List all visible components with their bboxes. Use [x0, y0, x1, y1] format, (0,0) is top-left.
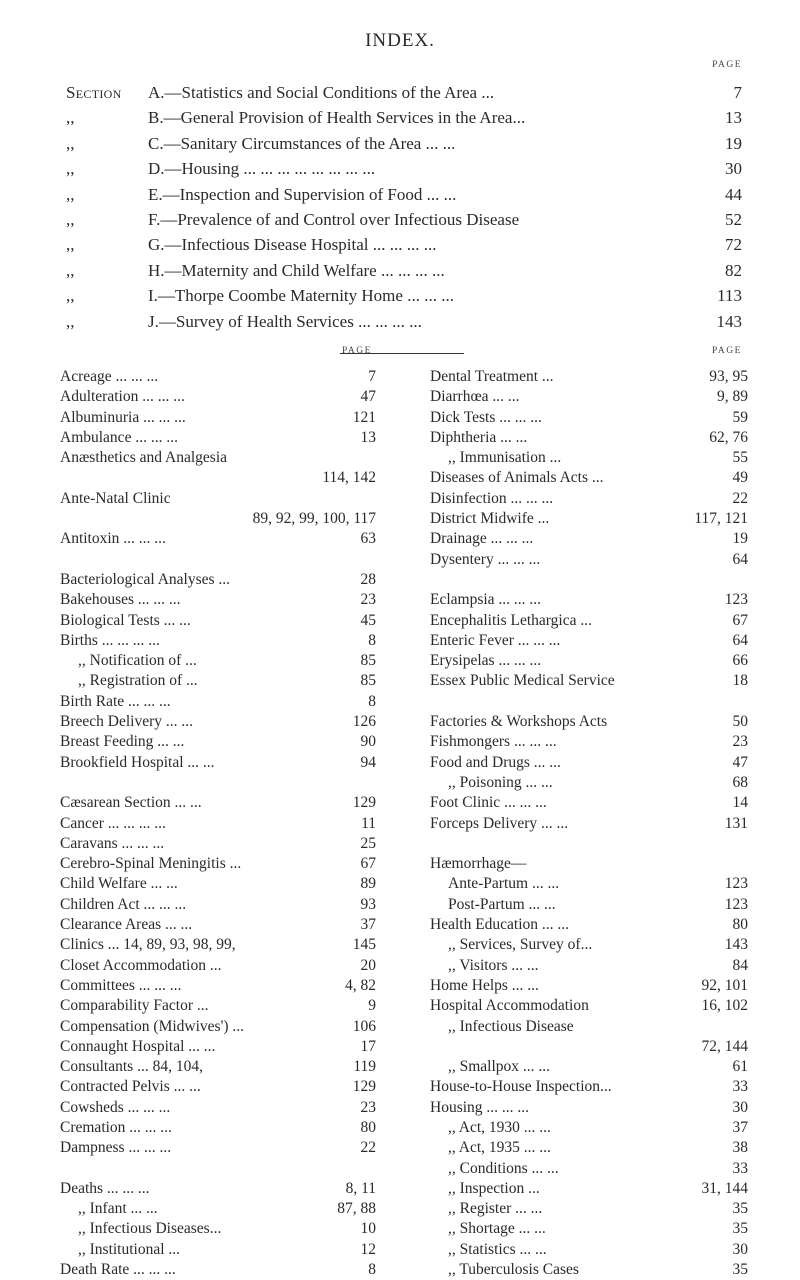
section-title: C.—Sanitary Circumstances of the Area ... ...: [148, 133, 456, 153]
index-entry: [60, 1037, 376, 1057]
section-prefix: ,,: [66, 260, 75, 280]
index-entry: [60, 671, 376, 691]
index-entry: [430, 753, 748, 773]
index-entry: [430, 489, 748, 509]
section-prefix: ,,: [66, 286, 75, 306]
index-term: Dick Tests ... ... ...: [430, 408, 542, 426]
index-entry: [60, 1118, 376, 1138]
index-term: Anæsthetics and Analgesia: [60, 449, 228, 467]
index-term: Birth Rate ... ... ...: [60, 692, 171, 710]
index-entry: [60, 1138, 376, 1158]
index-entry: [430, 671, 748, 691]
index-entry: [60, 550, 376, 570]
index-page-number: 121: [352, 408, 376, 426]
index-entry: [430, 915, 748, 935]
index-entry: [430, 874, 748, 894]
index-term: Home Helps ... ...: [430, 976, 539, 994]
index-term: Hospital Accommodation: [430, 997, 589, 1015]
section-prefix: ,,: [66, 184, 75, 204]
index-entry: [430, 996, 748, 1016]
index-entry: [60, 895, 376, 915]
index-page-number: 45: [360, 611, 376, 629]
index-term: Disinfection ... ... ...: [430, 489, 554, 507]
index-entry: [60, 1077, 376, 1097]
index-term: Deaths ... ... ...: [60, 1179, 150, 1197]
section-title: B.—General Provision of Health Services in the Area...: [148, 108, 526, 128]
index-entry: [60, 1219, 376, 1239]
index-entry: [430, 1260, 748, 1280]
index-term: Clearance Areas ... ...: [60, 916, 193, 934]
index-entry: [430, 935, 748, 955]
index-term: ,, Act, 1935 ... ...: [448, 1139, 551, 1157]
index-entry: [430, 367, 748, 387]
index-term: Enteric Fever ... ... ...: [430, 631, 561, 649]
index-term: ,, Inspection ...: [448, 1179, 540, 1197]
section-page-number: 13: [725, 108, 742, 128]
section-prefix: Section: [66, 83, 122, 102]
index-page-number: 19: [732, 530, 748, 548]
index-page-number: 49: [732, 469, 748, 487]
index-entry: [430, 550, 748, 570]
index-page-number: 38: [732, 1139, 748, 1157]
index-entry: [60, 753, 376, 773]
section-prefix: ,,: [66, 209, 75, 229]
index-entry: [430, 1179, 748, 1199]
index-page-number: 23: [360, 1098, 376, 1116]
index-page-number: 17: [360, 1037, 376, 1055]
section-entry: [66, 207, 742, 232]
index-entry: [60, 408, 376, 428]
section-prefix: ,,: [66, 108, 75, 128]
index-entry: [430, 387, 748, 407]
section-title: D.—Housing ... ... ... ... ... ... ... ...: [148, 159, 376, 179]
index-entry: [60, 712, 376, 732]
index-term: Ante-Natal Clinic: [60, 489, 171, 507]
section-page-header: PAGE: [712, 60, 742, 70]
left-page-header: PAGE: [342, 346, 372, 356]
section-title: A.—Statistics and Social Conditions of the Area ...: [148, 83, 495, 102]
index-page-number: 10: [360, 1220, 376, 1238]
index-term: Ambulance ... ... ...: [60, 428, 178, 446]
index-page-number: 63: [360, 530, 376, 548]
index-page-number: 72, 144: [701, 1037, 748, 1055]
section-entry: [66, 131, 742, 156]
index-term: Dampness ... ... ...: [60, 1139, 172, 1157]
section-page-number: 143: [716, 311, 742, 331]
index-entry: [60, 1240, 376, 1260]
section-prefix: ,,: [66, 133, 75, 153]
section-page-number: 19: [725, 133, 742, 153]
index-page-number: 93: [360, 895, 376, 913]
index-entry: [60, 489, 376, 509]
index-entry: [430, 509, 748, 529]
index-entry: [430, 976, 748, 996]
index-column-left: [60, 367, 376, 1280]
index-term: Breech Delivery ... ...: [60, 713, 193, 731]
index-page-number: 66: [732, 652, 748, 670]
index-term: Post-Partum ... ...: [448, 895, 556, 913]
index-page-number: 22: [360, 1139, 376, 1157]
index-entry: [430, 1240, 748, 1260]
index-page-number: 11: [361, 814, 376, 832]
index-page-number: 131: [724, 814, 748, 832]
index-page-number: 87, 88: [337, 1200, 376, 1218]
index-column-right: [430, 367, 748, 1280]
index-entry: [430, 1219, 748, 1239]
index-term: Housing ... ... ...: [430, 1098, 530, 1116]
index-term: ,, Register ... ...: [448, 1200, 543, 1218]
section-entry: [66, 283, 742, 308]
index-page-number: 92, 101: [701, 976, 748, 994]
index-entry: [60, 1199, 376, 1219]
index-entry: [430, 529, 748, 549]
index-term: Cæsarean Section ... ...: [60, 794, 202, 812]
index-term: Adulteration ... ... ...: [60, 388, 185, 406]
index-entry: [430, 1138, 748, 1158]
index-page-number: 18: [732, 672, 748, 690]
index-page-number: 37: [732, 1118, 748, 1136]
section-title: F.—Prevalence of and Control over Infectious Disease: [148, 209, 520, 229]
index-entry: [60, 732, 376, 752]
index-term: Connaught Hospital ... ...: [60, 1037, 216, 1055]
index-page-number: 50: [732, 713, 748, 731]
index-entry: [60, 1179, 376, 1199]
index-page-number: 94: [360, 753, 376, 771]
section-page-number: 72: [725, 235, 742, 255]
index-page-number: 33: [732, 1159, 748, 1177]
index-page-number: 67: [360, 855, 376, 873]
index-entry: [430, 854, 748, 874]
section-entry: [66, 80, 742, 105]
section-page-number: 44: [725, 184, 742, 204]
index-page-number: 9, 89: [717, 388, 748, 406]
index-entry: [60, 428, 376, 448]
index-entry: [430, 1118, 748, 1138]
index-entry: [60, 570, 376, 590]
section-page-number: 7: [733, 83, 742, 102]
index-page-number: 93, 95: [709, 368, 748, 385]
index-entry: [60, 1159, 376, 1179]
index-page-number: 20: [360, 956, 376, 974]
index-term: Forceps Delivery ... ...: [430, 814, 569, 832]
index-entry: [60, 1260, 376, 1280]
index-entry: [60, 387, 376, 407]
index-term: ,, Statistics ... ...: [448, 1240, 547, 1258]
index-term: Brookfield Hospital ... ...: [60, 753, 215, 771]
index-term: Albuminuria ... ... ...: [60, 408, 186, 426]
index-entry: [60, 1057, 376, 1077]
index-page-number: 22: [732, 489, 748, 507]
index-term: Bacteriological Analyses ...: [60, 570, 231, 588]
index-page-number: 143: [724, 936, 748, 954]
index-page-number: 7: [368, 368, 376, 385]
index-term: ,, Shortage ... ...: [448, 1220, 546, 1238]
index-page-number: 67: [732, 611, 748, 629]
index-entry: [60, 448, 376, 468]
index-entry: [430, 448, 748, 468]
index-term: Diphtheria ... ...: [430, 428, 528, 446]
section-page-number: 30: [725, 159, 742, 179]
index-entry: [60, 854, 376, 874]
index-entry: [60, 996, 376, 1016]
index-term: Compensation (Midwives') ...: [60, 1017, 245, 1035]
index-entry: [60, 1098, 376, 1118]
index-term: Biological Tests ... ...: [60, 611, 191, 629]
index-entry: [430, 408, 748, 428]
index-term: Diarrhœa ... ...: [430, 388, 520, 406]
index-term: ,, Smallpox ... ...: [448, 1058, 551, 1076]
index-entry: [60, 874, 376, 894]
index-page-number: 145: [352, 936, 376, 954]
index-page-number: 28: [360, 570, 376, 588]
index-entry: [430, 590, 748, 610]
index-entry: [430, 1159, 748, 1179]
section-entry: [66, 309, 742, 334]
index-entry: [430, 895, 748, 915]
index-term: House-to-House Inspection...: [430, 1078, 612, 1096]
section-list: [66, 80, 742, 334]
index-term: ,, Act, 1930 ... ...: [448, 1118, 551, 1136]
index-page-number: 62, 76: [709, 428, 748, 446]
index-term: Food and Drugs ... ...: [430, 753, 561, 771]
section-entry: [66, 258, 742, 283]
index-page-number: 85: [360, 672, 376, 690]
index-page-number: 30: [732, 1098, 748, 1116]
index-entry: [60, 509, 376, 529]
index-term: Eclampsia ... ... ...: [430, 591, 542, 609]
index-term: ,, Infant ... ...: [78, 1200, 158, 1218]
index-entry: [430, 732, 748, 752]
index-page-number: 89: [360, 875, 376, 893]
index-term: ,, Tuberculosis Cases: [448, 1261, 579, 1279]
index-entry: [60, 935, 376, 955]
index-entry: [60, 611, 376, 631]
section-entry: [66, 156, 742, 181]
index-page-number: 4, 82: [345, 976, 376, 994]
right-page-header: PAGE: [712, 346, 742, 356]
index-page-number: 64: [732, 631, 748, 649]
index-term: District Midwife ...: [430, 510, 550, 528]
index-term: Cancer ... ... ... ...: [60, 814, 166, 832]
index-page-number: 80: [360, 1118, 376, 1136]
index-term: Consultants ... 84, 104,: [60, 1058, 203, 1076]
index-page-number: 123: [724, 591, 748, 609]
section-prefix: ,,: [66, 311, 75, 331]
index-page-number: 35: [732, 1261, 748, 1279]
index-page-number: 119: [353, 1058, 376, 1076]
index-entry: [430, 428, 748, 448]
index-entry: [430, 793, 748, 813]
index-term: Child Welfare ... ...: [60, 875, 178, 893]
index-entry: [60, 631, 376, 651]
index-page-number: 37: [360, 916, 376, 934]
index-term: ,, Institutional ...: [78, 1240, 181, 1258]
index-term: Breast Feeding ... ...: [60, 733, 185, 751]
index-page-number: 23: [732, 733, 748, 751]
index-entry: [430, 468, 748, 488]
index-page-number: 35: [732, 1200, 748, 1218]
index-term: Caravans ... ... ...: [60, 834, 165, 852]
index-entry: [60, 976, 376, 996]
index-page-number: 129: [352, 1078, 376, 1096]
index-page-number: 25: [360, 834, 376, 852]
index-page-number: 61: [732, 1058, 748, 1076]
section-title: H.—Maternity and Child Welfare ... ... ... ...: [148, 260, 445, 280]
index-term: Closet Accommodation ...: [60, 956, 222, 974]
index-page-number: 30: [732, 1240, 748, 1258]
index-entry: [430, 1017, 748, 1037]
index-page-number: 14: [732, 794, 748, 812]
index-term: Dental Treatment ...: [430, 368, 554, 385]
section-page-number: 113: [717, 286, 742, 306]
index-term: ,, Registration of ...: [78, 672, 198, 690]
section-page-number: 52: [725, 209, 742, 229]
index-entry: [430, 1037, 748, 1057]
index-term: Diseases of Animals Acts ...: [430, 469, 604, 487]
index-entry: [430, 1057, 748, 1077]
index-entry: [430, 570, 748, 590]
index-page-number: 8: [368, 1261, 376, 1279]
index-page-number: 47: [360, 388, 376, 406]
index-term: Children Act ... ... ...: [60, 895, 187, 913]
index-page-number: 8: [368, 631, 376, 649]
index-page-number: 123: [724, 895, 748, 913]
index-term: Drainage ... ... ...: [430, 530, 534, 548]
index-term: Dysentery ... ... ...: [430, 550, 541, 568]
index-entry: [430, 1098, 748, 1118]
section-page-number: 82: [725, 260, 742, 280]
index-term: ,, Infectious Disease: [448, 1017, 574, 1035]
index-page-number: 84: [732, 956, 748, 974]
index-entry: [430, 814, 748, 834]
index-term: Births ... ... ... ...: [60, 631, 160, 649]
index-entry: [60, 814, 376, 834]
index-page-number: 123: [724, 875, 748, 893]
index-term: Health Education ... ...: [430, 916, 570, 934]
index-page-number: 89, 92, 99, 100, 117: [252, 510, 376, 528]
index-entry: [430, 773, 748, 793]
index-term: Clinics ... 14, 89, 93, 98, 99,: [60, 936, 236, 954]
index-page-number: 106: [352, 1017, 376, 1035]
index-page-number: 90: [360, 733, 376, 751]
index-page-number: 126: [352, 713, 376, 731]
index-page-number: 64: [732, 550, 748, 568]
section-entry: [66, 182, 742, 207]
index-entry: [430, 651, 748, 671]
index-page-number: 33: [732, 1078, 748, 1096]
index-entry: [60, 793, 376, 813]
index-term: ,, Poisoning ... ...: [448, 773, 553, 791]
index-page-number: 16, 102: [701, 997, 748, 1015]
index-entry: [60, 834, 376, 854]
index-page-number: 9: [368, 997, 376, 1015]
index-term: Comparability Factor ...: [60, 997, 209, 1015]
index-term: Ante-Partum ... ...: [448, 875, 560, 893]
index-page-number: 31, 144: [701, 1179, 748, 1197]
index-page-number: 129: [352, 794, 376, 812]
index-page-number: 59: [732, 408, 748, 426]
index-entry: [430, 1077, 748, 1097]
index-term: Erysipelas ... ... ...: [430, 652, 542, 670]
index-term: Committees ... ... ...: [60, 976, 182, 994]
index-page-number: 80: [732, 916, 748, 934]
index-page-number: 8, 11: [345, 1179, 376, 1197]
index-entry: [60, 773, 376, 793]
index-entry: [430, 611, 748, 631]
index-page-number: 85: [360, 652, 376, 670]
index-term: Bakehouses ... ... ...: [60, 591, 181, 609]
index-term: Cowsheds ... ... ...: [60, 1098, 171, 1116]
section-title: G.—Infectious Disease Hospital ... ... ... ...: [148, 235, 437, 255]
index-page-number: 12: [360, 1240, 376, 1258]
index-entry: [60, 468, 376, 488]
index-entry: [60, 367, 376, 387]
index-page-number: 13: [360, 428, 376, 446]
index-entry: [430, 1199, 748, 1219]
index-term: Antitoxin ... ... ...: [60, 530, 166, 548]
index-entry: [430, 834, 748, 854]
index-term: Encephalitis Lethargica ...: [430, 611, 592, 629]
index-term: ,, Immunisation ...: [448, 449, 562, 467]
index-entry: [60, 915, 376, 935]
index-page-number: 47: [732, 753, 748, 771]
index-term: Acreage ... ... ...: [60, 368, 159, 385]
index-page-number: 23: [360, 591, 376, 609]
index-term: Contracted Pelvis ... ...: [60, 1078, 201, 1096]
index-term: Hæmorrhage—: [430, 855, 527, 873]
index-page-number: 68: [732, 773, 748, 791]
page-title: INDEX.: [365, 30, 435, 51]
index-term: Factories & Workshops Acts: [430, 713, 608, 731]
index-term: Essex Public Medical Service: [430, 672, 615, 690]
section-title: J.—Survey of Health Services ... ... ... ...: [148, 311, 422, 331]
index-page-number: 8: [368, 692, 376, 710]
index-entry: [60, 529, 376, 549]
index-term: ,, Notification of ...: [78, 652, 197, 670]
section-prefix: ,,: [66, 235, 75, 255]
index-term: Cerebro-Spinal Meningitis ...: [60, 855, 242, 873]
index-term: Death Rate ... ... ...: [60, 1261, 176, 1279]
index-page-number: 55: [732, 449, 748, 467]
index-entry: [60, 956, 376, 976]
index-entry: [60, 1017, 376, 1037]
index-term: Cremation ... ... ...: [60, 1118, 172, 1136]
index-entry: [430, 631, 748, 651]
section-entry: [66, 232, 742, 257]
index-term: Fishmongers ... ... ...: [430, 733, 557, 751]
index-entry: [60, 590, 376, 610]
index-term: Foot Clinic ... ... ...: [430, 794, 547, 812]
index-page-number: 35: [732, 1220, 748, 1238]
index-entry: [430, 712, 748, 732]
index-page-number: 117, 121: [694, 510, 748, 528]
section-title: I.—Thorpe Coombe Maternity Home ... ... ...: [148, 286, 454, 306]
section-entry: [66, 105, 742, 130]
index-page-number: 114, 142: [322, 469, 376, 487]
index-entry: [60, 692, 376, 712]
index-term: ,, Infectious Diseases...: [78, 1220, 222, 1238]
index-entry: [430, 956, 748, 976]
index-entry: [430, 692, 748, 712]
index-term: ,, Conditions ... ...: [448, 1159, 559, 1177]
index-term: ,, Services, Survey of...: [448, 936, 593, 954]
section-title: E.—Inspection and Supervision of Food ... ...: [148, 184, 457, 204]
index-entry: [60, 651, 376, 671]
index-term: ,, Visitors ... ...: [448, 956, 539, 974]
section-prefix: ,,: [66, 159, 75, 179]
